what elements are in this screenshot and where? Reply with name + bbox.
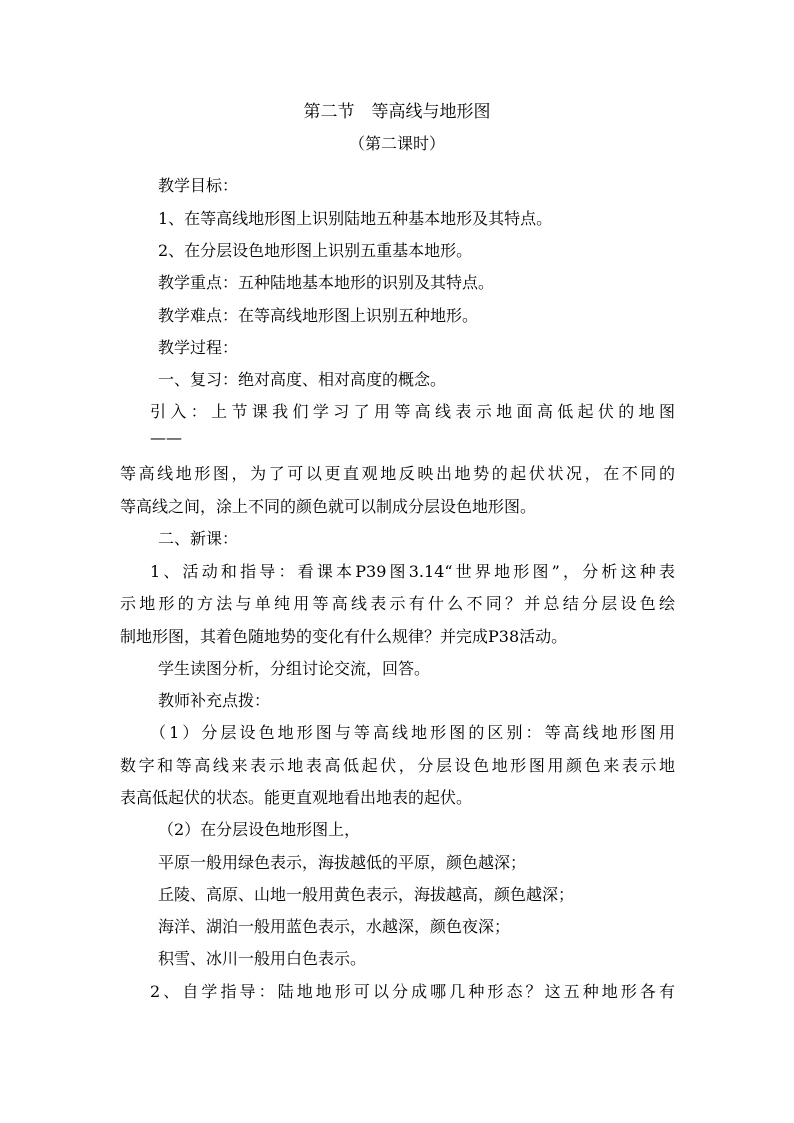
paragraph-line: 积雪、冰川一般用白色表示。 <box>158 949 367 968</box>
paragraph-line: 丘陵、高原、山地一般用黄色表示，海拔越高，颜色越深； <box>158 885 575 904</box>
paragraph-line: （2）在分层设色地形图上， <box>158 820 361 839</box>
paragraph-line: 教学重点：五种陆地基本地形的识别及其特点。 <box>158 273 495 292</box>
paragraph-line: （1）分层设色地形图与等高线地形图的区别：等高线地形图用 <box>150 723 675 742</box>
paragraph-line: 2、自学指导：陆地地形可以分成哪几种形态？这五种地形各有 <box>150 982 675 1001</box>
paragraph-line: 教学过程： <box>158 338 239 357</box>
paragraph-line: 示地形的方法与单纯用等高线表示有什么不同？并总结分层设色绘 <box>120 594 675 613</box>
paragraph-line: 平原一般用绿色表示，海拔越低的平原，颜色越深； <box>158 853 527 872</box>
paragraph-line: 表高低起伏的状态。能更直观地看出地表的起伏。 <box>120 788 473 807</box>
paragraph-line: 引入：上节课我们学习了用等高线表示地面高低起伏的地图 <box>150 402 675 421</box>
paragraph-line: 数字和等高线来表示地表高低起伏，分层设色地形图用颜色来表示地 <box>120 756 675 775</box>
paragraph-line: 教学目标： <box>158 176 239 195</box>
paragraph-line: 1、活动和指导：看课本P39图3.14“世界地形图”，分析这种表 <box>150 562 675 581</box>
page-title: 第二节 等高线与地形图 <box>303 102 491 122</box>
paragraph-line: 2、在分层设色地形图上识别五重基本地形。 <box>158 241 473 260</box>
paragraph-line: 教师补充点拨： <box>158 691 271 710</box>
paragraph-line: 1、在等高线地形图上识别陆地五种基本地形及其特点。 <box>158 209 553 228</box>
paragraph-line: 等高线地形图，为了可以更直观地反映出地势的起伏状况，在不同的 <box>120 464 675 483</box>
paragraph-line: 海洋、湖泊一般用蓝色表示，水越深，颜色夜深； <box>158 917 511 936</box>
paragraph-line: 等高线之间，涂上不同的颜色就可以制成分层设色地形图。 <box>120 497 537 516</box>
paragraph-line: 学生读图分析，分组讨论交流，回答。 <box>158 659 431 678</box>
paragraph-line: 二、新课： <box>158 529 239 548</box>
paragraph-line: 一、复习：绝对高度、相对高度的概念。 <box>158 370 447 389</box>
paragraph-line: —— <box>150 428 182 447</box>
paragraph-line: 教学难点：在等高线地形图上识别五种地形。 <box>158 306 479 325</box>
page-subtitle: （第二课时） <box>348 134 445 153</box>
paragraph-line: 制地形图，其着色随地势的变化有什么规律？并完成P38活动。 <box>120 627 568 646</box>
